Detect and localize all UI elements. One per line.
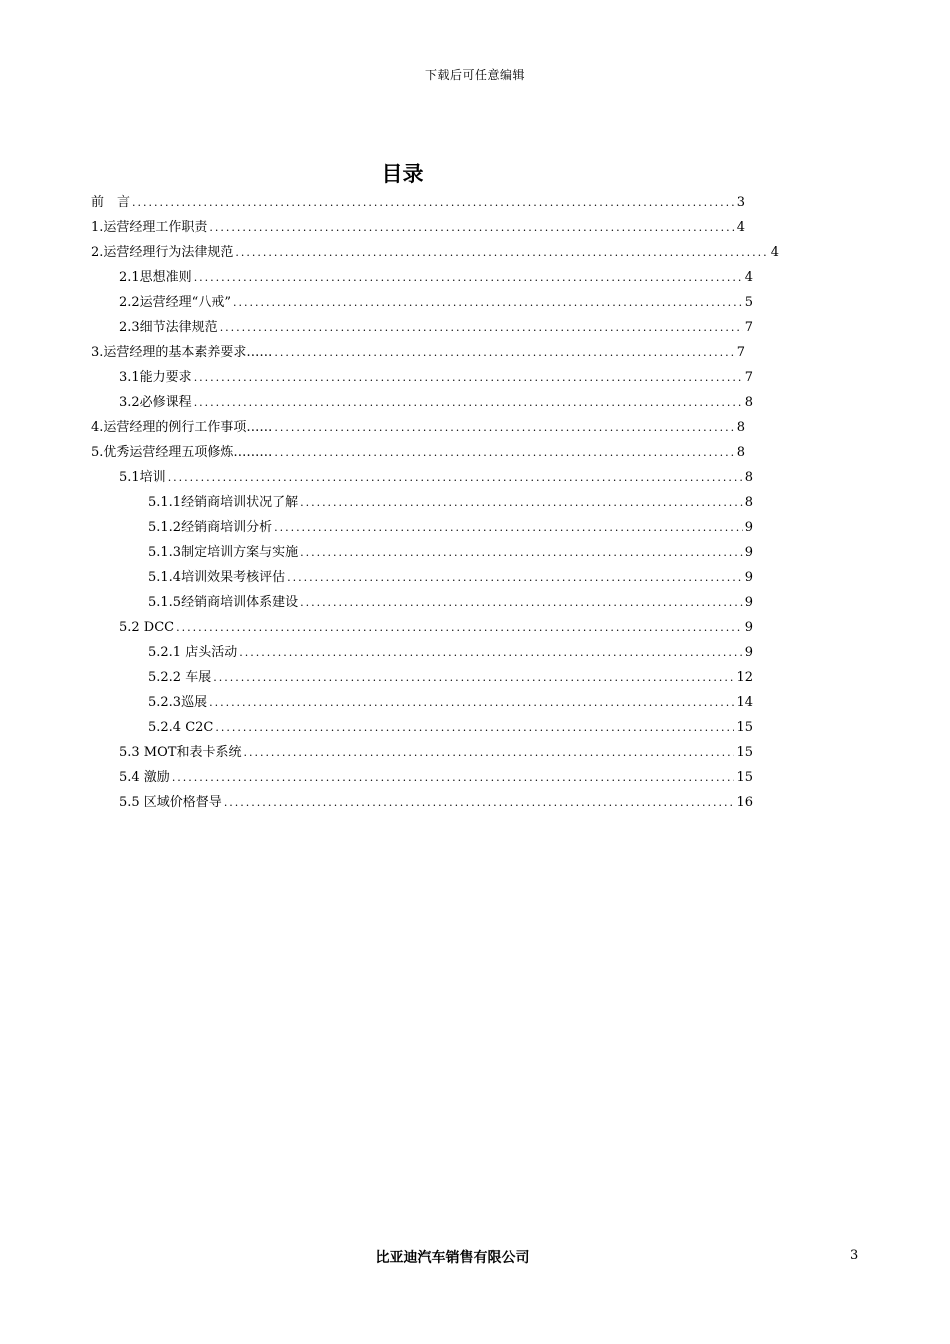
toc-entry-label: 2.1思想准则 <box>119 270 192 285</box>
toc-entry-label: 5.1.2经销商培训分析 <box>148 520 273 535</box>
toc-entry[interactable] <box>91 265 753 290</box>
toc-entry-page: 12 <box>736 670 753 685</box>
toc-entry-page: 8 <box>744 495 753 510</box>
toc-entry-page: 15 <box>736 720 753 735</box>
toc-leader-dots <box>300 590 743 615</box>
toc-entry[interactable] <box>91 765 753 790</box>
toc-entry[interactable] <box>91 415 745 440</box>
toc-leader-dots <box>213 665 734 690</box>
toc-entry-label: 5.1.5经销商培训体系建设 <box>148 595 299 610</box>
toc-entry-label: 3.2必修课程 <box>119 395 192 410</box>
toc-leader-dots <box>233 290 743 315</box>
toc-leader-dots <box>215 715 734 740</box>
toc-entry-page: 15 <box>736 745 753 760</box>
toc-entry-page: 9 <box>744 520 753 535</box>
toc-entry-page: 9 <box>744 645 753 660</box>
toc-entry-page: 9 <box>744 620 753 635</box>
toc-entry-label: 5.2.3巡展 <box>148 695 208 710</box>
toc-leader-dots <box>235 240 768 265</box>
toc-leader-dots <box>274 515 743 540</box>
toc-entry-page: 4 <box>736 220 745 235</box>
toc-leader-dots <box>300 540 743 565</box>
toc-entry-page: 3 <box>736 195 745 210</box>
toc-entry[interactable] <box>91 440 745 465</box>
table-of-contents <box>91 190 779 815</box>
toc-entry[interactable] <box>91 590 753 615</box>
toc-leader-dots <box>243 740 734 765</box>
toc-entry-page: 15 <box>736 770 753 785</box>
toc-title: 目录 <box>381 161 424 186</box>
toc-entry-label: 5.1培训 <box>119 470 166 485</box>
toc-entry-label: 5.2.1 店头活动 <box>148 645 238 660</box>
toc-entry[interactable] <box>91 790 753 815</box>
toc-entry[interactable] <box>91 490 753 515</box>
toc-entry-label: 5.4 激励 <box>119 770 170 785</box>
toc-leader-dots <box>194 265 743 290</box>
toc-entry-page: 7 <box>744 320 753 335</box>
toc-entry[interactable] <box>91 465 753 490</box>
toc-entry[interactable] <box>91 540 753 565</box>
toc-entry-page: 5 <box>744 295 753 310</box>
toc-entry-page: 4 <box>770 245 779 260</box>
toc-leader-dots <box>274 415 734 440</box>
toc-entry[interactable] <box>91 215 745 240</box>
toc-leader-dots <box>300 490 743 515</box>
toc-leader-dots <box>168 465 743 490</box>
toc-entry-label: 5.2 DCC <box>119 620 175 635</box>
toc-entry-label: 5.优秀运营经理五项修炼……… <box>91 445 273 460</box>
toc-entry-page: 4 <box>744 270 753 285</box>
toc-leader-dots <box>274 340 734 365</box>
page-number: 3 <box>850 1248 859 1263</box>
toc-entry-label: 5.2.4 C2C <box>148 720 214 735</box>
toc-entry[interactable] <box>91 315 753 340</box>
toc-entry[interactable] <box>91 640 753 665</box>
toc-entry-label: 5.3 MOT和表卡系统 <box>119 745 242 760</box>
toc-leader-dots <box>209 690 734 715</box>
toc-leader-dots <box>194 365 743 390</box>
toc-entry-label: 2.2运营经理“八戒” <box>119 295 231 310</box>
footer-company-name: 比亚迪汽车销售有限公司 <box>375 1250 530 1266</box>
toc-entry-page: 9 <box>744 570 753 585</box>
toc-entry-page: 14 <box>736 695 753 710</box>
toc-entry-page: 9 <box>744 595 753 610</box>
toc-leader-dots <box>274 440 734 465</box>
toc-entry-page: 8 <box>744 395 753 410</box>
toc-entry[interactable] <box>91 565 753 590</box>
toc-entry-page: 16 <box>736 795 753 810</box>
toc-leader-dots <box>287 565 743 590</box>
toc-entry[interactable] <box>91 665 753 690</box>
toc-leader-dots <box>209 215 734 240</box>
toc-entry[interactable] <box>91 715 753 740</box>
toc-entry[interactable] <box>91 690 753 715</box>
toc-entry-label: 前 言 <box>91 195 131 210</box>
toc-entry-label: 5.1.3制定培训方案与实施 <box>148 545 299 560</box>
toc-leader-dots <box>176 615 743 640</box>
toc-entry-label: 5.1.1经销商培训状况了解 <box>148 495 299 510</box>
toc-leader-dots <box>224 790 735 815</box>
toc-entry[interactable] <box>91 240 779 265</box>
toc-leader-dots <box>194 390 743 415</box>
toc-entry-label: 3.运营经理的基本素养要求…… <box>91 345 273 360</box>
page-header: 下载后可任意编辑 <box>424 68 525 82</box>
toc-entry-page: 7 <box>736 345 745 360</box>
toc-entry-label: 5.2.2 车展 <box>148 670 212 685</box>
toc-leader-dots <box>239 640 743 665</box>
toc-leader-dots <box>132 190 735 215</box>
toc-entry[interactable] <box>91 190 745 215</box>
toc-entry-label: 5.5 区域价格督导 <box>119 795 222 810</box>
toc-entry-page: 8 <box>736 420 745 435</box>
toc-entry-label: 3.1能力要求 <box>119 370 192 385</box>
toc-entry[interactable] <box>91 515 753 540</box>
toc-entry-page: 7 <box>744 370 753 385</box>
toc-entry-label: 4.运营经理的例行工作事项…… <box>91 420 273 435</box>
toc-entry[interactable] <box>91 340 745 365</box>
toc-entry[interactable] <box>91 390 753 415</box>
toc-entry[interactable] <box>91 290 753 315</box>
toc-entry[interactable] <box>91 365 753 390</box>
toc-entry-page: 8 <box>736 445 745 460</box>
toc-entry-label: 5.1.4培训效果考核评估 <box>148 570 286 585</box>
toc-entry-page: 8 <box>744 470 753 485</box>
toc-entry-page: 9 <box>744 545 753 560</box>
toc-entry-label: 2.3细节法律规范 <box>119 320 218 335</box>
toc-entry[interactable] <box>91 615 753 640</box>
toc-entry-label: 2.运营经理行为法律规范 <box>91 245 234 260</box>
toc-entry-label: 1.运营经理工作职责 <box>91 220 208 235</box>
toc-leader-dots <box>220 315 743 340</box>
toc-entry[interactable] <box>91 740 753 765</box>
toc-leader-dots <box>172 765 735 790</box>
